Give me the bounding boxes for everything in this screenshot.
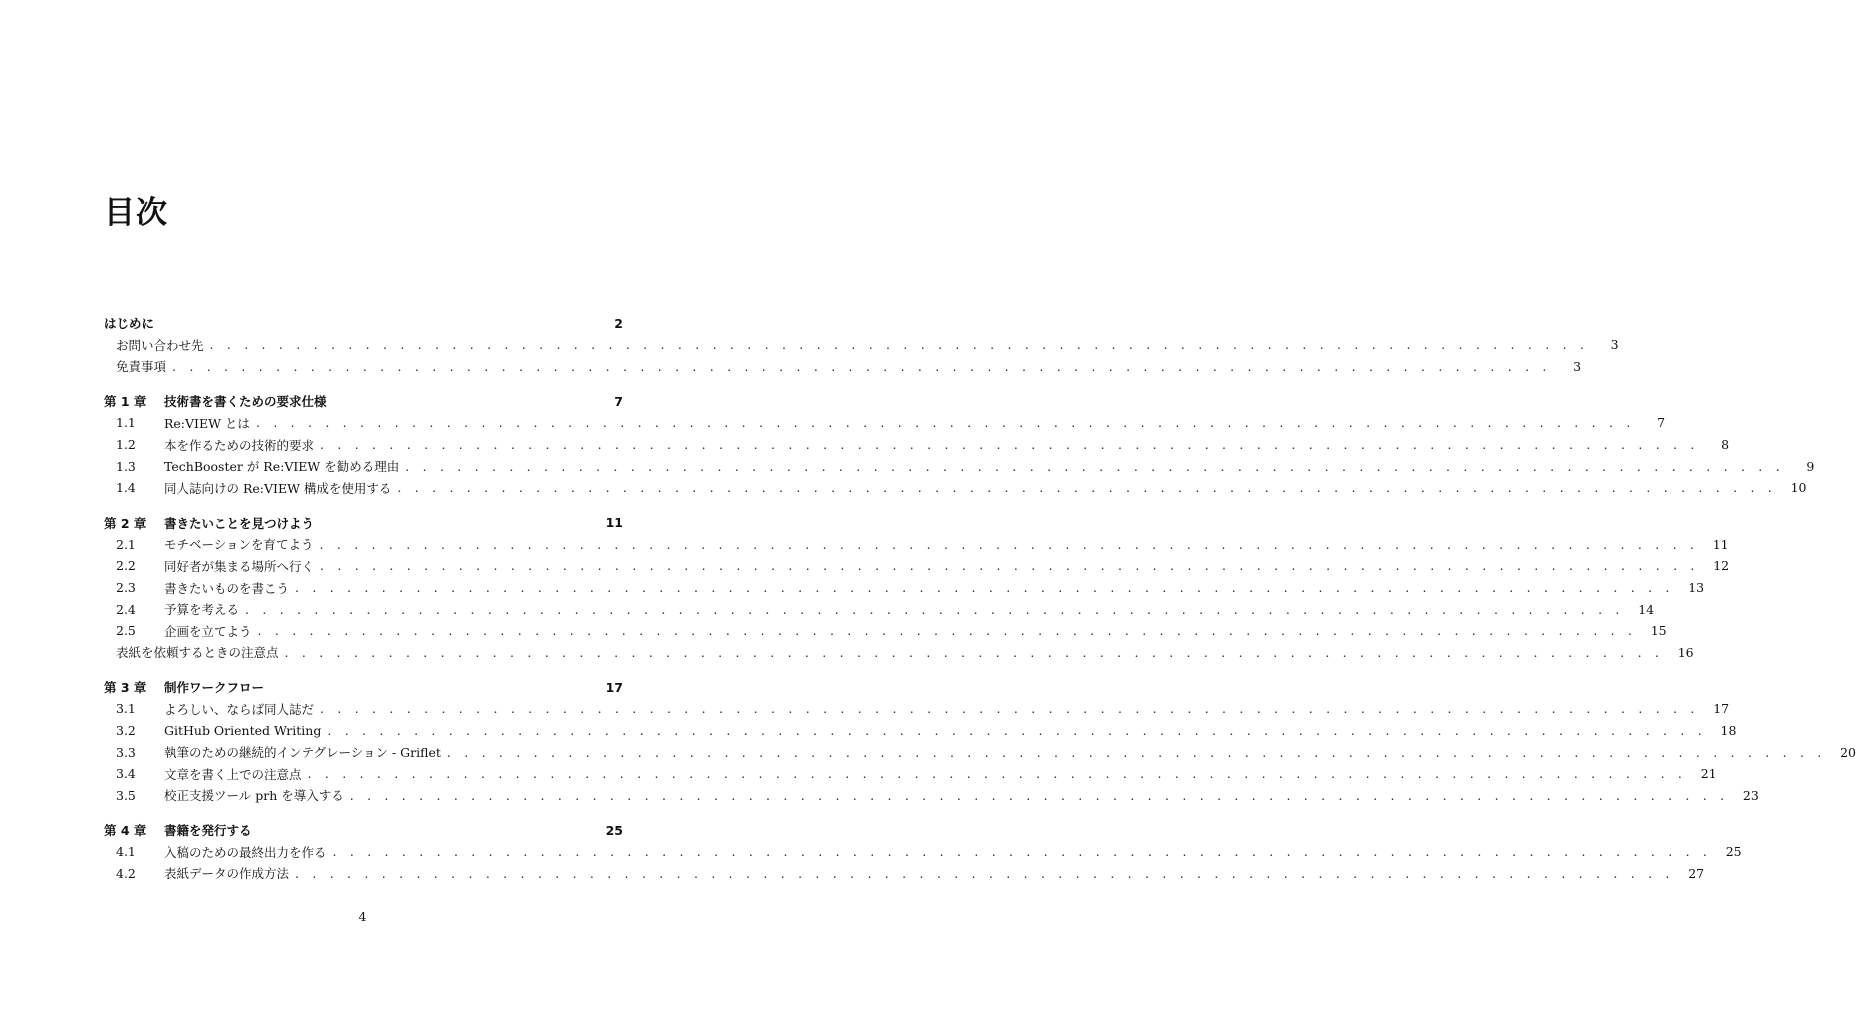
toc-entry[interactable] <box>104 577 1705 599</box>
section-page: 17 <box>1713 701 1730 717</box>
toc-entry[interactable] <box>104 412 1666 434</box>
section-title: 執筆のための継続的インテグレーション - Griflet <box>164 745 441 761</box>
dot-leader: . . . . . . . . . . . . . . . . . . . . . . . . . . . . . . . . . . . . . . . . . . . . . . . . . . . . . . . . . . . . . . . . . . . . . . . . . . . . . . . . <box>284 644 1664 660</box>
chapter-title: 書籍を発行する <box>164 823 252 839</box>
section-page: 25 <box>1725 844 1742 860</box>
section-page: 21 <box>1700 766 1717 782</box>
toc-section <box>104 390 1815 498</box>
table-of-contents <box>104 312 1856 897</box>
chapter-number: 第 1 章 <box>104 394 147 410</box>
section-page: 10 <box>1790 480 1807 496</box>
dot-leader: . . . . . . . . . . . . . . . . . . . . . . . . . . . . . . . . . . . . . . . . . . . . . . . . . . . . . . . . . . . . . . . . . . . . . . . . . . . . . . . . <box>320 558 1700 574</box>
dot-leader: . . . . . . . . . . . . . . . . . . . . . . . . . . . . . . . . . . . . . . . . . . . . . . . . . . . . . . . . . . . . . . . . . . . . . . . . . . . . . . . . <box>307 766 1687 782</box>
chapter-page: 11 <box>605 515 623 531</box>
toc-entry[interactable] <box>104 477 1807 499</box>
chapter-title: 書きたいことを見つけよう <box>164 515 315 531</box>
toc-chapter-heading[interactable] <box>104 819 623 841</box>
section-page: 3 <box>1573 358 1582 374</box>
toc-entry[interactable] <box>104 720 1737 742</box>
toc-entry[interactable] <box>104 785 1759 807</box>
toc-entry[interactable] <box>104 620 1667 642</box>
chapter-number: 第 3 章 <box>104 680 147 696</box>
toc-entry[interactable] <box>104 434 1730 456</box>
chapter-page: 7 <box>614 393 623 409</box>
toc-chapter-heading[interactable] <box>104 512 623 534</box>
dot-leader: . . . . . . . . . . . . . . . . . . . . . . . . . . . . . . . . . . . . . . . . . . . . . . . . . . . . . . . . . . . . . . . . . . . . . . . . . . . . . . . . <box>295 865 1675 881</box>
section-title: 書きたいものを書こう <box>164 580 290 596</box>
toc-entry[interactable] <box>104 534 1729 556</box>
toc-entry[interactable] <box>104 863 1705 885</box>
toc-entry[interactable] <box>104 334 1619 356</box>
dot-leader: . . . . . . . . . . . . . . . . . . . . . . . . . . . . . . . . . . . . . . . . . . . . . . . . . . . . . . . . . . . . . . . . . . . . . . . . . . . . . . . . <box>245 601 1625 617</box>
dot-leader: . . . . . . . . . . . . . . . . . . . . . . . . . . . . . . . . . . . . . . . . . . . . . . . . . . . . . . . . . . . . . . . . . . . . . . . . . . . . . . . . <box>255 415 1636 431</box>
chapter-title: 技術書を書くための要求仕様 <box>164 394 327 410</box>
section-number: 4.2 <box>116 865 136 881</box>
section-title: よろしい、ならば同人誌だ <box>164 701 315 717</box>
section-title: 企画を立てよう <box>164 623 252 639</box>
dot-leader: . . . . . . . . . . . . . . . . . . . . . . . . . . . . . . . . . . . . . . . . . . . . . . . . . . . . . . . . . . . . . . . . . . . . . . . . . . . . . . . . <box>349 787 1729 803</box>
section-number: 3.4 <box>116 766 136 782</box>
section-title: 同好者が集まる場所へ行く <box>164 558 315 574</box>
section-number: 1.2 <box>116 437 136 453</box>
section-number: 1.4 <box>116 480 136 496</box>
section-number: 3.1 <box>116 701 136 717</box>
section-title: 校正支援ツール prh を導入する <box>164 788 344 804</box>
chapter-page: 25 <box>605 822 623 838</box>
section-title: 予算を考える <box>164 602 240 618</box>
chapter-title: はじめに <box>104 316 155 331</box>
toc-section <box>104 312 1619 377</box>
section-number: 2.4 <box>116 601 136 617</box>
section-title: 文章を書く上での注意点 <box>164 766 302 782</box>
section-page: 18 <box>1720 723 1737 739</box>
section-page: 14 <box>1638 601 1655 617</box>
chapter-number: 第 2 章 <box>104 515 147 531</box>
toc-chapter-heading[interactable] <box>104 390 623 412</box>
toc-entry[interactable] <box>104 455 1815 477</box>
dot-leader: . . . . . . . . . . . . . . . . . . . . . . . . . . . . . . . . . . . . . . . . . . . . . . . . . . . . . . . . . . . . . . . . . . . . . . . . . . . . . . . . <box>319 536 1699 552</box>
section-number: 2.3 <box>116 580 136 596</box>
chapter-title: 制作ワークフロー <box>164 680 265 696</box>
section-title: モチベーションを育てよう <box>164 537 314 553</box>
dot-leader: . . . . . . . . . . . . . . . . . . . . . . . . . . . . . . . . . . . . . . . . . . . . . . . . . . . . . . . . . . . . . . . . . . . . . . . . . . . . . . . . <box>327 723 1707 739</box>
chapter-page: 17 <box>605 679 623 695</box>
dot-leader: . . . . . . . . . . . . . . . . . . . . . . . . . . . . . . . . . . . . . . . . . . . . . . . . . . . . . . . . . . . . . . . . . . . . . . . . . . . . . . . . <box>320 437 1700 453</box>
section-number: 2.1 <box>116 536 136 552</box>
toc-entry[interactable] <box>104 763 1717 785</box>
section-number: 3.2 <box>116 723 136 739</box>
section-page: 27 <box>1688 865 1705 881</box>
section-page: 7 <box>1657 415 1666 431</box>
section-number: 1.3 <box>116 458 136 474</box>
page-title: 目次 <box>104 195 168 231</box>
section-title: Re:VIEW とは <box>164 415 250 431</box>
section-number: 3.3 <box>116 744 136 760</box>
section-page: 9 <box>1806 458 1815 474</box>
section-title: 本を作るための技術的要求 <box>164 437 315 453</box>
section-number: 1.1 <box>116 415 136 431</box>
section-page: 23 <box>1742 787 1759 803</box>
toc-chapter-heading[interactable] <box>104 312 623 334</box>
toc-entry[interactable] <box>104 598 1655 620</box>
section-page: 13 <box>1688 580 1705 596</box>
section-number: 2.2 <box>116 558 136 574</box>
section-title: 表紙を依頼するときの注意点 <box>116 645 279 661</box>
dot-leader: . . . . . . . . . . . . . . . . . . . . . . . . . . . . . . . . . . . . . . . . . . . . . . . . . . . . . . . . . . . . . . . . . . . . . . . . . . . . . . . . <box>295 580 1675 596</box>
chapter-page: 2 <box>614 315 623 331</box>
section-title: お問い合わせ先 <box>116 337 204 353</box>
toc-entry[interactable] <box>104 741 1856 763</box>
toc-entry[interactable] <box>104 356 1582 378</box>
section-title: 入稿のための最終出力を作る <box>164 844 327 860</box>
section-number: 4.1 <box>116 844 136 860</box>
section-number: 3.5 <box>116 787 136 803</box>
toc-entry[interactable] <box>104 698 1730 720</box>
section-page: 20 <box>1840 744 1856 760</box>
section-title: 免責事項 <box>116 359 167 375</box>
dot-leader: . . . . . . . . . . . . . . . . . . . . . . . . . . . . . . . . . . . . . . . . . . . . . . . . . . . . . . . . . . . . . . . . . . . . . . . . . . . . . . . . <box>446 744 1826 760</box>
chapter-number: 第 4 章 <box>104 823 147 839</box>
section-title: TechBooster が Re:VIEW を勧める理由 <box>164 459 400 475</box>
toc-section <box>104 512 1730 664</box>
dot-leader: . . . . . . . . . . . . . . . . . . . . . . . . . . . . . . . . . . . . . . . . . . . . . . . . . . . . . . . . . . . . . . . . . . . . . . . . . . . . . . . . <box>320 701 1700 717</box>
dot-leader: . . . . . . . . . . . . . . . . . . . . . . . . . . . . . . . . . . . . . . . . . . . . . . . . . . . . . . . . . . . . . . . . . . . . . . . . . . . . . . . . <box>172 358 1552 374</box>
section-page: 15 <box>1650 623 1667 639</box>
dot-leader: . . . . . . . . . . . . . . . . . . . . . . . . . . . . . . . . . . . . . . . . . . . . . . . . . . . . . . . . . . . . . . . . . . . . . . . . . . . . . . . . <box>257 623 1637 639</box>
dot-leader: . . . . . . . . . . . . . . . . . . . . . . . . . . . . . . . . . . . . . . . . . . . . . . . . . . . . . . . . . . . . . . . . . . . . . . . . . . . . . . . . <box>209 337 1589 353</box>
toc-section <box>104 676 1856 806</box>
page-number: 4 <box>358 909 367 924</box>
toc-chapter-heading[interactable] <box>104 676 623 698</box>
dot-leader: . . . . . . . . . . . . . . . . . . . . . . . . . . . . . . . . . . . . . . . . . . . . . . . . . . . . . . . . . . . . . . . . . . . . . . . . . . . . . . . . <box>397 480 1777 496</box>
toc-section <box>104 819 1742 884</box>
section-page: 8 <box>1721 437 1730 453</box>
dot-leader: . . . . . . . . . . . . . . . . . . . . . . . . . . . . . . . . . . . . . . . . . . . . . . . . . . . . . . . . . . . . . . . . . . . . . . . . . . . . . . . . <box>332 844 1712 860</box>
toc-entry[interactable] <box>104 841 1742 863</box>
section-page: 12 <box>1713 558 1730 574</box>
section-number: 2.5 <box>116 623 136 639</box>
section-page: 3 <box>1610 337 1619 353</box>
toc-entry[interactable] <box>104 642 1694 664</box>
section-title: GitHub Oriented Writing <box>164 723 322 739</box>
section-title: 同人誌向けの Re:VIEW 構成を使用する <box>164 480 392 496</box>
toc-entry[interactable] <box>104 555 1730 577</box>
section-page: 16 <box>1677 644 1694 660</box>
dot-leader: . . . . . . . . . . . . . . . . . . . . . . . . . . . . . . . . . . . . . . . . . . . . . . . . . . . . . . . . . . . . . . . . . . . . . . . . . . . . . . . . <box>405 458 1785 474</box>
section-page: 11 <box>1712 536 1729 552</box>
section-title: 表紙データの作成方法 <box>164 866 290 882</box>
